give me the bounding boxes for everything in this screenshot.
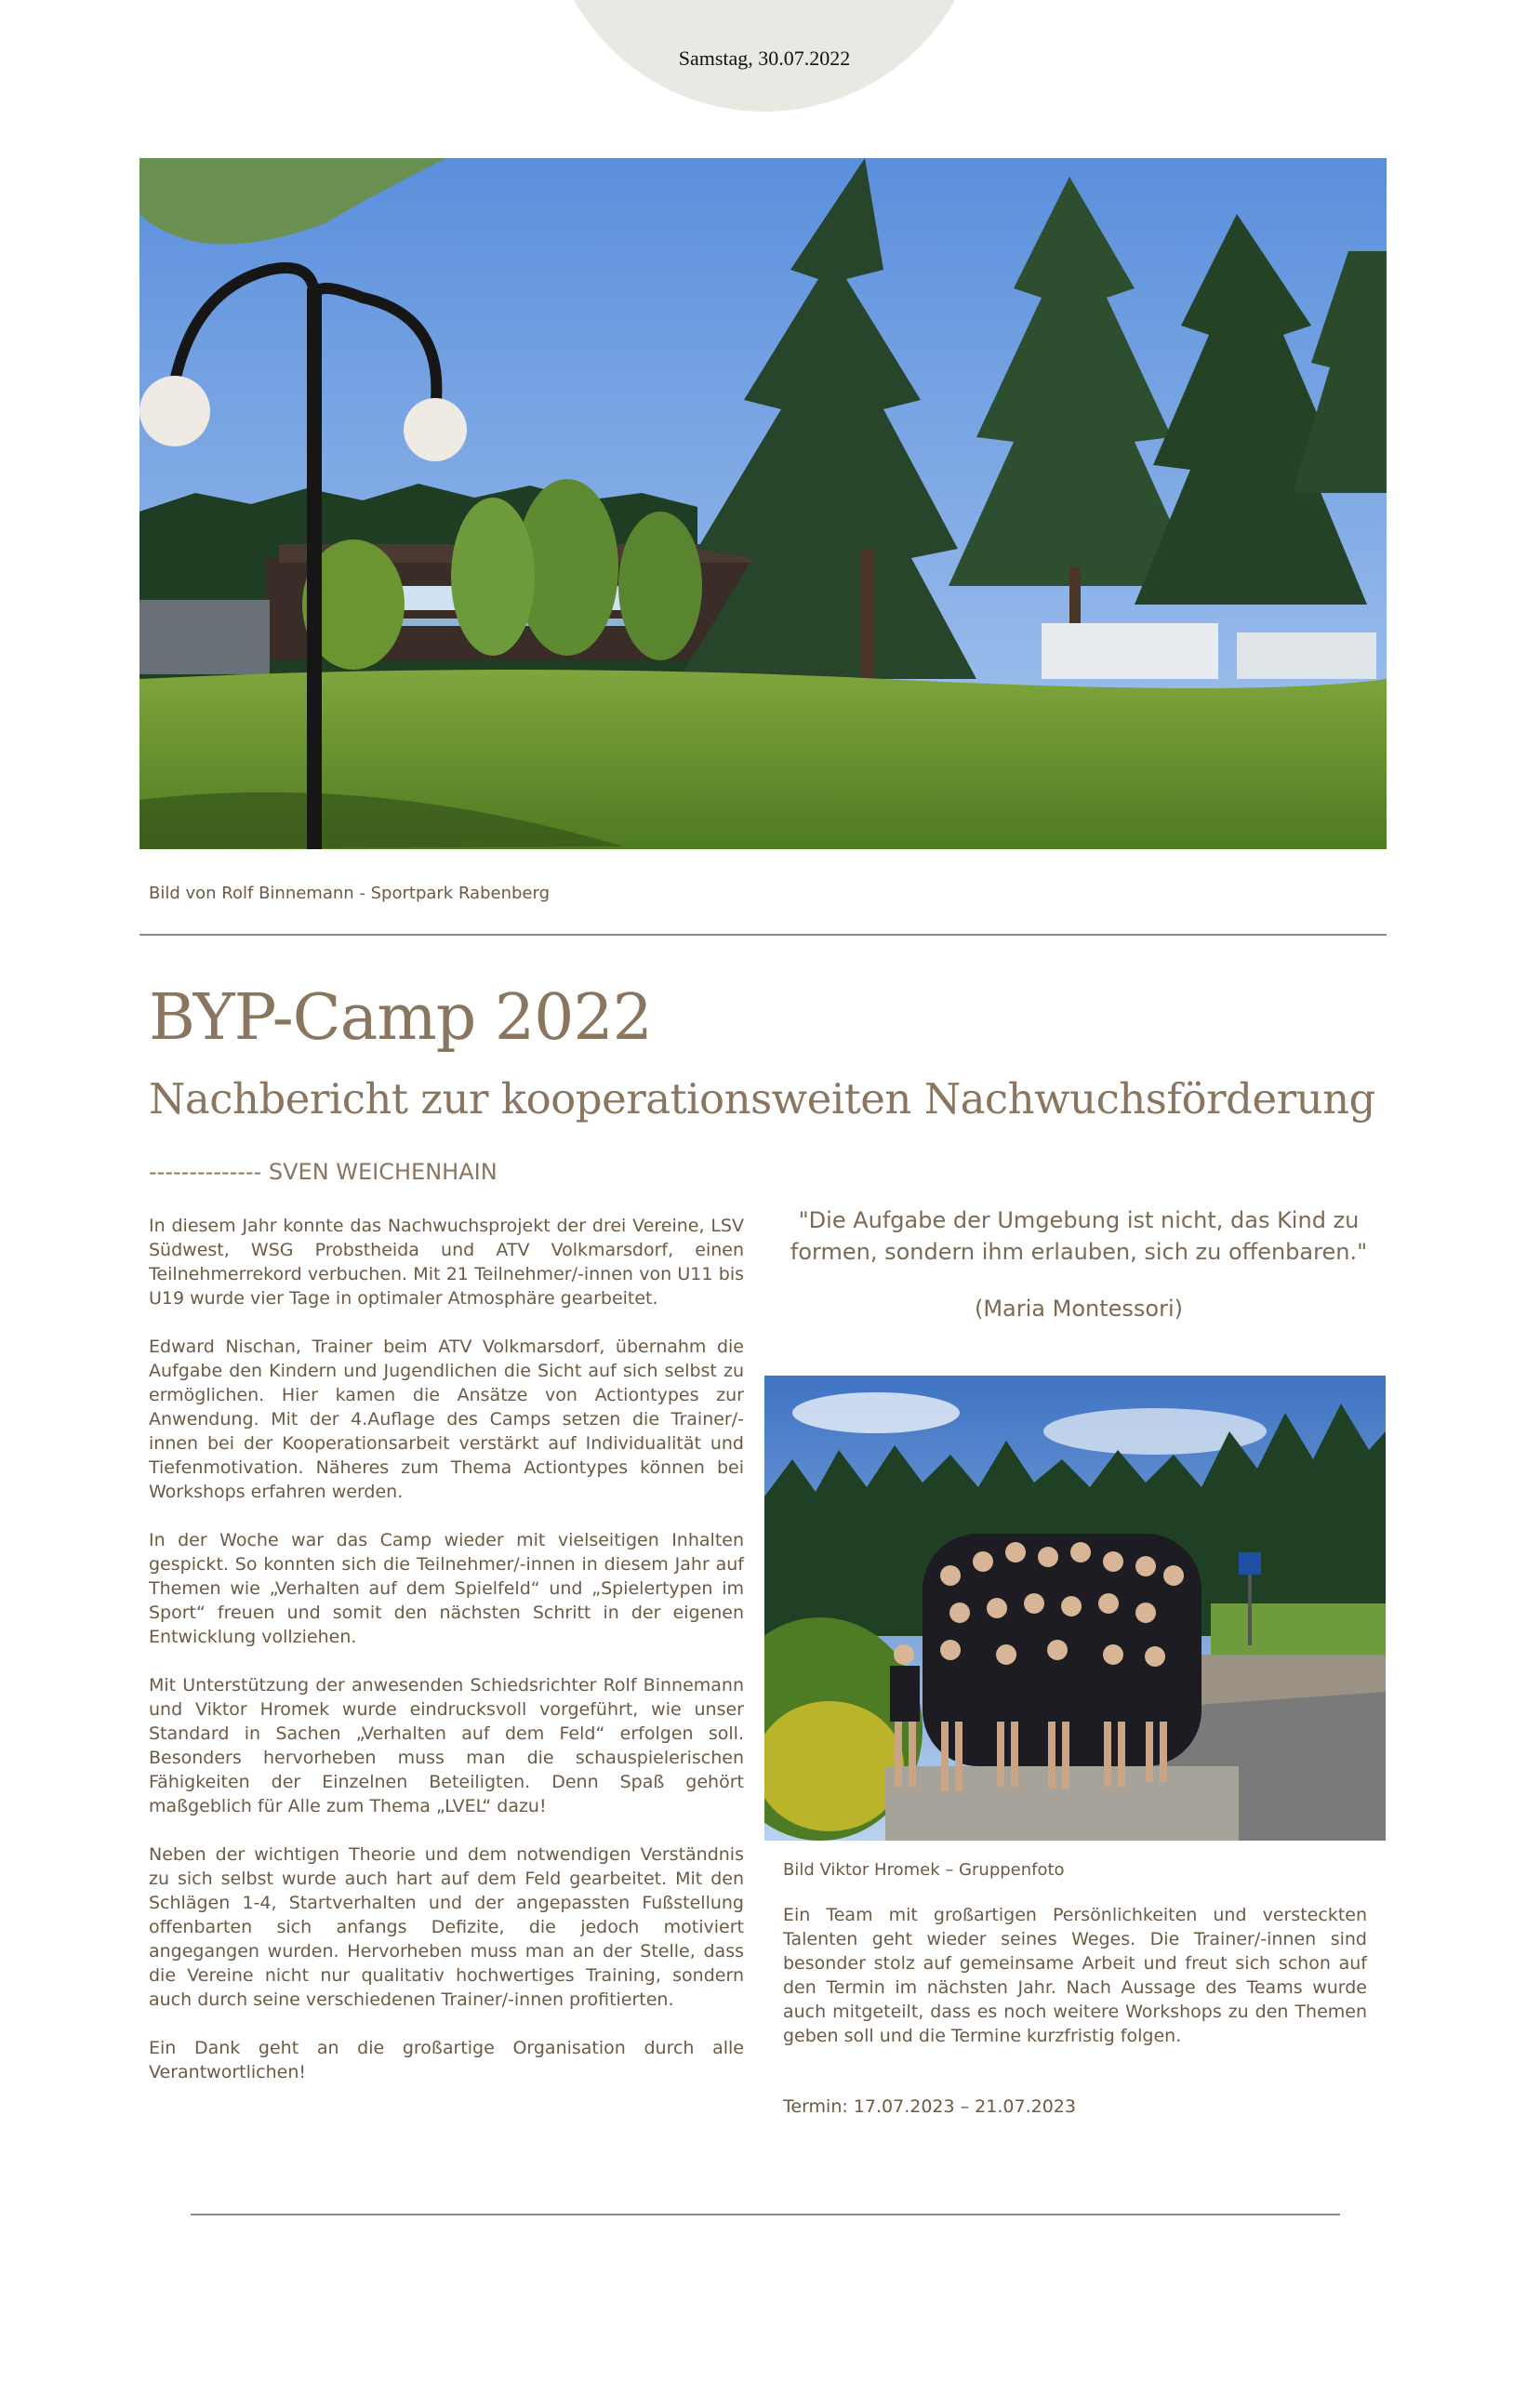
photo2-caption: Bild Viktor Hromek – Gruppenfoto <box>783 1860 1065 1880</box>
divider-top <box>139 934 1387 936</box>
paragraph: Mit Unterstützung der anwesenden Schiedsrichter Rolf Binnemann und Viktor Hromek wurde eindrucksvoll vorgeführt, wie unser Standard in Sachen „Verhalten auf dem Feld“ erfolgen soll. Besonders hervorheben muss man die schauspielerischen Fähigkeiten der Einzelnen Beteiligten. Denn Spaß gehört maßgeblich für Alle zum Thema „LVEL“ dazu! <box>149 1675 744 1816</box>
quote-author: (Maria Montessori) <box>974 1296 1183 1322</box>
photo1-caption: Bild von Rolf Binnemann - Sportpark Rabenberg <box>149 884 551 903</box>
paragraph: Ein Dank geht an die großartige Organisation durch alle Verantwortlichen! <box>149 2038 744 2082</box>
paragraph: Neben der wichtigen Theorie und dem notwendigen Verständnis zu sich selbst wurde auch hart auf dem Feld gearbeitet. Mit den Schlägen 1-4, Startverhalten und der angepassten Fußstellung offenbarten sich anfangs Defizite, die jedoch motiviert angegangen wurden. Hervorheben muss man an der Stelle, dass die Vereine nicht nur qualitativ hochwertiges Training, sondern auch durch seine verschiedenen Trainer/-innen profitierten. <box>149 1844 744 2010</box>
issue-date: Samstag, 30.07.2022 <box>678 47 851 70</box>
paragraph: Edward Nischan, Trainer beim ATV Volkmarsdorf, übernahm die Aufgabe den Kindern und Jugendlichen die Sicht auf sich selbst zu ermöglichen. Hier kamen die Ansätze von Actiontypes zur Anwendung. Mit der 4.Auflage des Camps setzen die Trainer/-innen bei der Kooperationsarbeit verstärkt auf Individualität und Tiefenmotivation. Näheres zum Thema Actiontypes können bei Workshops erfahren werden. <box>149 1337 744 1502</box>
quote-text: "Die Aufgabe der Umgebung ist nicht, das Kind zu formen, sondern ihm erlauben, sich zu offenbaren." <box>790 1207 1368 1265</box>
article-body <box>149 1214 744 2108</box>
team-text <box>783 1903 1367 2048</box>
paragraph: In diesem Jahr konnte das Nachwuchsprojekt der drei Vereine, LSV Südwest, WSG Probstheida und ATV Volkmarsdorf, einen Teilnehmerrekord verbuchen. Mit 21 Teilnehmer/-innen von U11 bis U19 wurde vier Tage in optimaler Atmosphäre gearbeitet. <box>149 1216 744 1309</box>
sportpark-photo <box>139 158 1387 849</box>
article-title: BYP-Camp 2022 <box>149 981 652 1055</box>
article-subtitle: Nachbericht zur kooperationsweiten Nachwuchsförderung <box>149 1074 1375 1124</box>
next-date: Termin: 17.07.2023 – 21.07.2023 <box>783 2096 1076 2117</box>
paragraph: Ein Team mit großartigen Persönlichkeiten und versteckten Talenten geht wieder seines Weges. Die Trainer/-innen sind besonder stolz auf gemeinsame Arbeit und freut sich schon auf den Termin im nächsten Jahr. Nach Aussage des Teams wurde auch mitgeteilt, dass es noch weitere Workshops zu den Themen geben soll und die Termine kurzfristig folgen. <box>783 1905 1367 2046</box>
article-author: -------------- SVEN WEICHENHAIN <box>149 1159 498 1185</box>
group-photo <box>764 1376 1386 1841</box>
divider-bottom <box>191 2214 1340 2215</box>
paragraph: In der Woche war das Camp wieder mit vielseitigen Inhalten gespickt. So konnten sich die Teilnehmer/-innen in diesem Jahr auf Themen wie „Verhalten auf dem Spielfeld“ und „Spielertypen im Sport“ freuen und somit den nächsten Schritt in der eigenen Entwicklung vollziehen. <box>149 1530 744 1647</box>
